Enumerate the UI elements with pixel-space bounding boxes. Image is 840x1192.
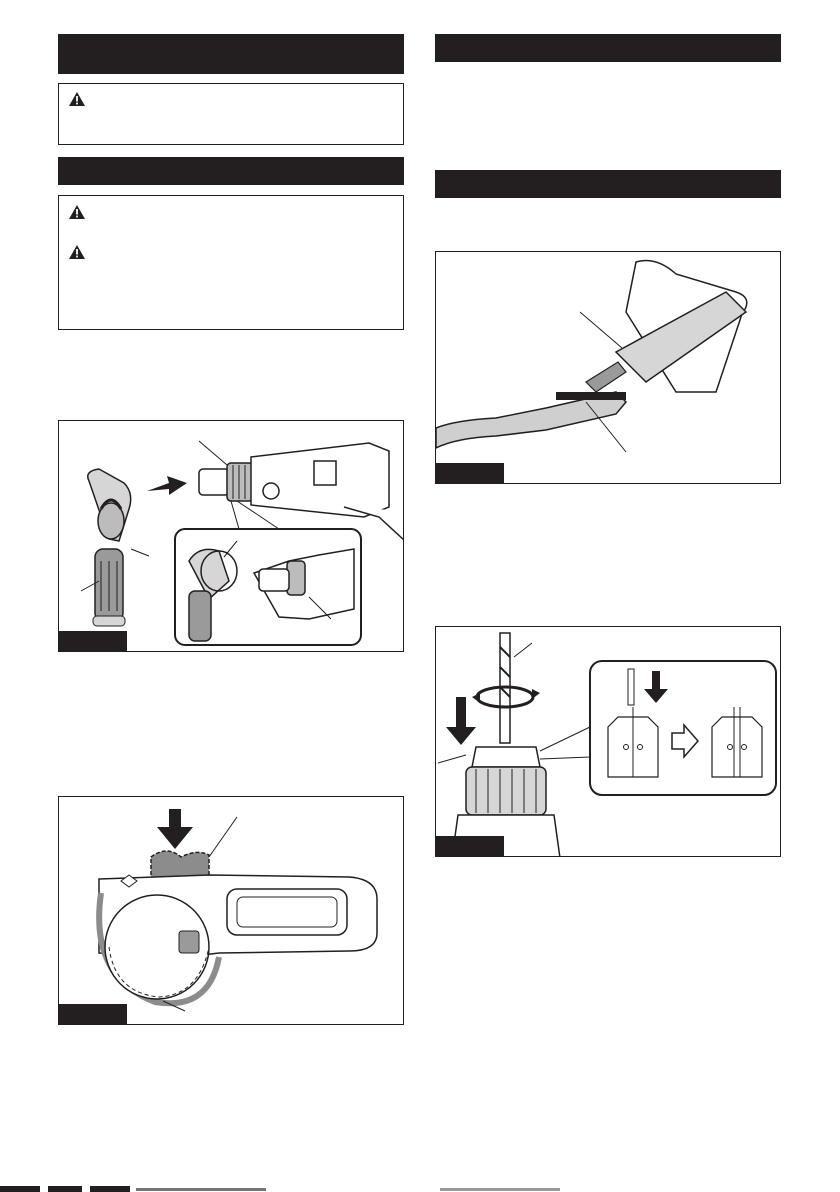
figure-bit-insertion-chuck	[435, 626, 781, 857]
figure-number-tag	[59, 631, 127, 651]
section-heading-bar-right-2	[435, 170, 781, 198]
figure-number-tag	[436, 463, 504, 483]
warning-box-2	[58, 195, 404, 330]
insert-arrow-icon	[446, 697, 476, 745]
side-grip-illustration	[81, 469, 149, 626]
warning-triangle-icon	[69, 205, 85, 219]
inset-detail	[175, 501, 361, 645]
hammer-drill-illustration	[199, 441, 404, 541]
figure-side-grip-attachment	[58, 420, 404, 652]
press-arrow-icon	[157, 809, 193, 849]
figure-number-tag	[59, 1004, 127, 1024]
figure-grease-bit-shank	[435, 251, 781, 484]
figure-side-grip-band	[58, 796, 404, 1025]
direction-arrow-icon	[147, 476, 187, 495]
section-heading-bar-left-2	[58, 157, 404, 185]
warning-triangle-icon	[69, 92, 85, 106]
warning-box-1	[58, 83, 404, 145]
section-heading-bar-right-1	[435, 34, 781, 62]
warning-triangle-icon	[69, 245, 85, 259]
figure-number-tag	[436, 836, 504, 856]
page-footer-artifact	[0, 1182, 840, 1192]
section-heading-bar-left-1	[58, 34, 404, 74]
